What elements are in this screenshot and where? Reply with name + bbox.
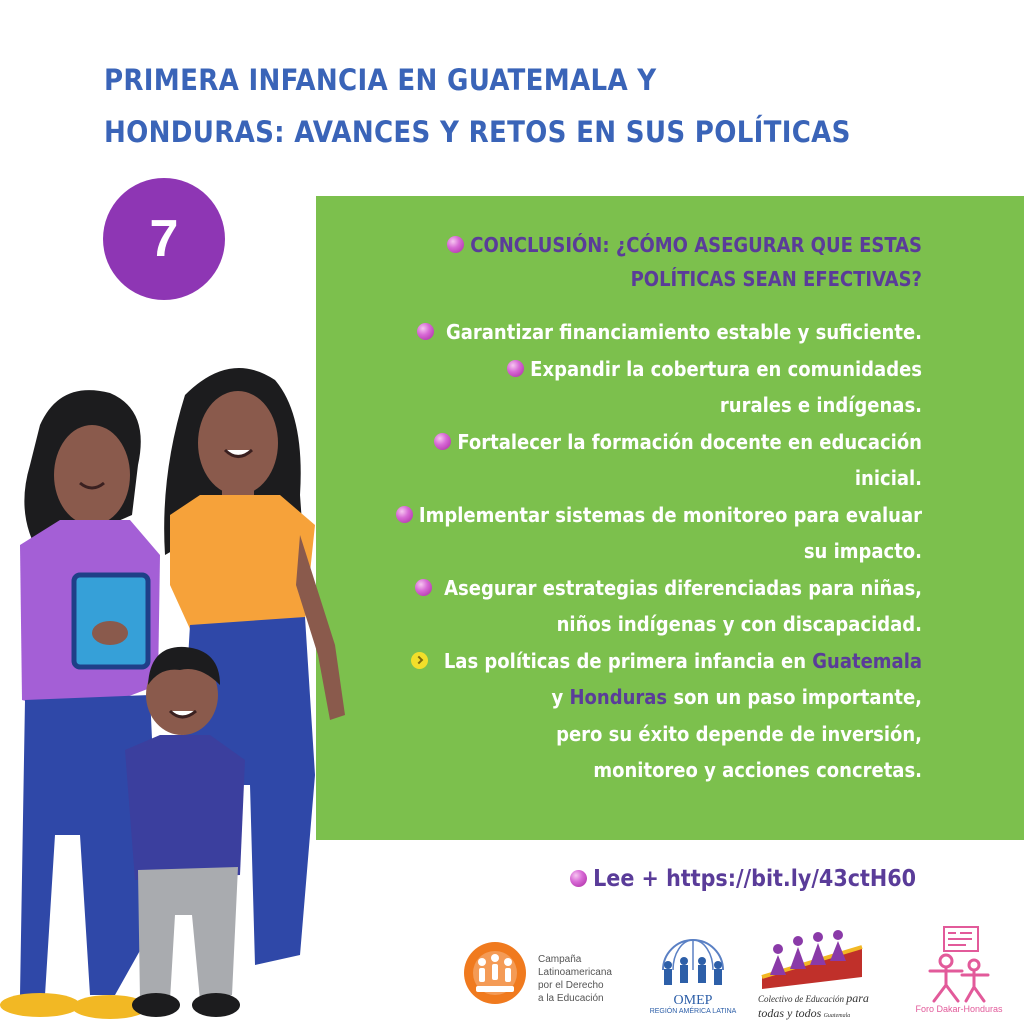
item-text-continued: inicial.: [854, 466, 922, 490]
final-statement-line: monitoreo y acciones concretas.: [593, 758, 922, 782]
colectivo-logo-icon: [758, 927, 868, 993]
clade-logo-icon: [462, 940, 528, 1006]
highlight-guatemala: Guatemala: [812, 648, 922, 673]
item-text: Asegurar estrategias diferenciadas para niñas,: [444, 575, 922, 600]
item-text: Fortalecer la formación docente en educación: [457, 429, 922, 454]
conclusion-line-1: CONCLUSIÓN: ¿CÓMO ASEGURAR QUE ESTAS: [470, 233, 922, 257]
final-text: Las políticas de primera infancia en: [443, 648, 813, 673]
link-text[interactable]: Lee + https://bit.ly/43ctH60: [593, 866, 916, 892]
list-item: [282, 424, 922, 461]
foro-dakar-logo-text: Foro Dakar-Honduras: [915, 1004, 1003, 1014]
list-item: [282, 314, 922, 351]
logo-text-line: REGIÓN AMÉRICA LATINA: [649, 1008, 737, 1015]
final-statement-line: pero su éxito depende de inversión,: [556, 721, 922, 746]
final-text: son un paso importante,: [667, 685, 922, 709]
item-text: Expandir la cobertura en comunidades: [530, 356, 922, 381]
item-text-continued: rurales e indígenas.: [719, 393, 922, 417]
slide-number: 7: [149, 210, 179, 268]
item-text-continued: niños indígenas y con discapacidad.: [556, 612, 922, 636]
read-more-link[interactable]: [570, 866, 916, 892]
logo-text-line: Campaña: [538, 954, 582, 965]
bullet-dot-icon: [417, 323, 434, 340]
logo-text-line: Guatemala: [823, 1013, 851, 1019]
clade-logo-text: [538, 953, 638, 1005]
title-line-2: HONDURAS: AVANCES Y RETOS EN SUS POLÍTICAS: [104, 115, 851, 149]
item-text: Garantizar financiamiento estable y suficiente.: [446, 320, 922, 344]
bullet-dot-icon: [415, 579, 432, 596]
list-item: [282, 351, 922, 388]
highlight-honduras: Honduras: [569, 685, 668, 709]
logo-text-line: para todas y todos: [758, 991, 869, 1020]
item-text: Implementar sistemas de monitoreo para evaluar: [418, 502, 922, 527]
bullet-dot-icon: [434, 433, 451, 450]
list-item: [282, 570, 922, 607]
bullet-dot-icon: [507, 360, 524, 377]
final-text: y: [551, 685, 570, 709]
logo-text-line: Latinoamericana: [538, 967, 612, 978]
omep-logo-text: [648, 993, 738, 1015]
logo-text-line: Colectivo de Educación: [758, 994, 844, 1004]
conclusion-heading: [322, 228, 922, 296]
logo-text-line: OMEP: [673, 993, 713, 1008]
recommendations-list: [282, 314, 922, 789]
list-item: [282, 497, 922, 534]
chevron-right-icon: [411, 652, 428, 669]
partner-logos: [462, 925, 1024, 1024]
bullet-dot-icon: [447, 236, 464, 253]
final-statement: [282, 643, 922, 680]
slide-number-badge: [103, 178, 225, 300]
logo-text-line: por el Derecho: [538, 980, 604, 991]
bullet-dot-icon: [396, 506, 413, 523]
item-text-continued: su impacto.: [803, 539, 922, 563]
foro-dakar-logo-icon: [916, 925, 1002, 1003]
colectivo-logo-text: [758, 991, 878, 1021]
logo-text-line: a la Educación: [538, 993, 604, 1004]
title-line-1: PRIMERA INFANCIA EN GUATEMALA Y: [104, 63, 657, 97]
page-title: [104, 54, 964, 158]
final-statement-line: [282, 679, 922, 716]
conclusion-line-2: POLÍTICAS SEAN EFECTIVAS?: [630, 267, 922, 291]
bullet-dot-icon: [570, 870, 587, 887]
omep-logo-icon: [648, 925, 738, 991]
women-child-illustration: [0, 355, 360, 1024]
